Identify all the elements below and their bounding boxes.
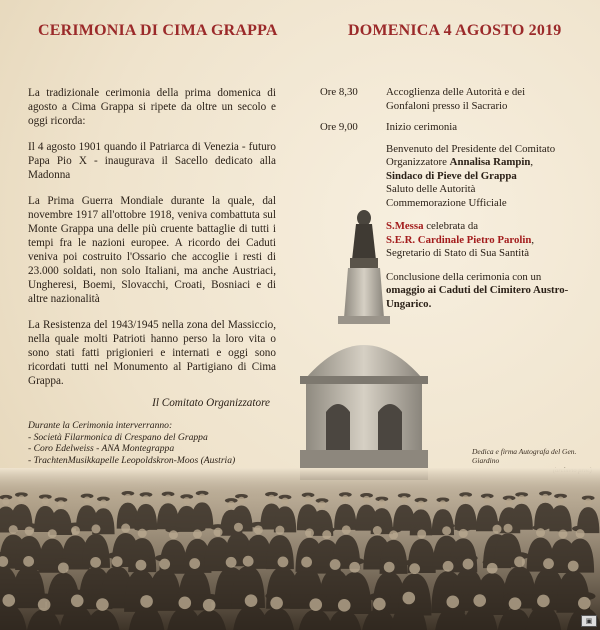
cardinal-line: S.E.R. Cardinale Pietro Parolin, Segretario di Stato di Sua Santità <box>386 233 535 259</box>
historical-crowd-photo <box>0 468 600 630</box>
performers-list <box>28 420 276 466</box>
conclusion-line: Conclusione della cerimonia con un omaggio ai Caduti del Cimitero Austro-Ungarico. <box>386 270 569 310</box>
corner-icon: ▣ <box>581 615 597 627</box>
performer-item: - Società Filarmonica di Crespano del Grappa <box>28 431 208 443</box>
commemorazione-line: Commemorazione Ufficiale <box>386 196 507 209</box>
ceremony-title: CERIMONIA DI CIMA GRAPPA <box>38 22 278 39</box>
photo-caption: Dedica e firma Autografa del Gen. Giardino <box>472 447 577 465</box>
schedule-time: Ore 9,00 <box>320 121 358 133</box>
conclusion-tribute: omaggio ai Caduti del Cimitero Austro-Ungarico. <box>386 284 569 310</box>
schedule-text: Accoglienza delle Autorità e dei Gonfaloni presso il Sacrario <box>386 86 526 112</box>
schedule-row <box>320 121 570 135</box>
signature: Il Comitato Organizzatore <box>152 397 270 409</box>
schedule-time: Ore 8,30 <box>320 86 358 98</box>
messa-label: S.Messa <box>386 220 424 232</box>
organizer-name: Annalisa Rampin <box>449 156 531 168</box>
crowd-photo-image <box>0 468 600 630</box>
intro-paragraph-2: Il 4 agosto 1901 quando il Patriarca di Venezia - futuro Papa Pio X - inaugurava il Sacello dedicato alla Madonna <box>28 141 276 181</box>
saluto-line: Saluto delle Autorità <box>386 183 476 195</box>
organizer-role: Sindaco di Pieve del Grappa <box>386 169 517 182</box>
performers-heading: Durante la Cerimonia interverranno: <box>28 420 173 431</box>
cardinal-name: S.E.R. Cardinale Pietro Parolin <box>386 233 532 246</box>
intro-paragraph-3: La Prima Guerra Mondiale durante la quale, dal novembre 1917 all'ottobre 1918, veniva combattuta sul Monte Grappa una delle più cruente battaglie di tutti i tempi fra le nazioni europee. A ricordo dei Caduti veniva poi costruito l'Ossario che accoglie i resti di 23.000 soldati, non solo Italiani, ma anche Austriaci, Ungheresi, Boemi, Slovacchi, Croati, Bosniaci e di altre nazionalità <box>28 195 276 305</box>
welcome-organizer: Organizzatore Annalisa Rampin, <box>386 156 534 168</box>
schedule-text: Inizio cerimonia <box>386 121 458 133</box>
program-block <box>386 143 570 312</box>
performer-item: - Coro Edelweiss - ANA Montegrappa <box>28 443 175 454</box>
schedule-column <box>320 86 570 311</box>
welcome-line: Benvenuto del Presidente del Comitato <box>386 142 556 155</box>
intro-paragraph-1: La tradizionale cerimonia della prima domenica di agosto a Cima Grappa si ripete da oltre un secolo e oggi ricorda: <box>28 87 276 127</box>
intro-paragraph-4: La Resistenza del 1943/1945 nella zona del Massiccio, nella quale molti Patrioti hanno perso la loro vita o sono stati fatti prigionieri e internati e oggi sono ricordati tutti nel Monumento al Partigiano di Cima Grappa. <box>28 319 276 387</box>
messa-line: S.Messa celebrata da <box>386 220 479 232</box>
intro-column <box>28 86 276 466</box>
schedule-row <box>320 86 570 113</box>
performer-item: - TrachtenMusikkapelle Leopoldskron-Moos (Austria) <box>28 454 236 466</box>
date-title: DOMENICA 4 AGOSTO 2019 <box>348 22 562 39</box>
